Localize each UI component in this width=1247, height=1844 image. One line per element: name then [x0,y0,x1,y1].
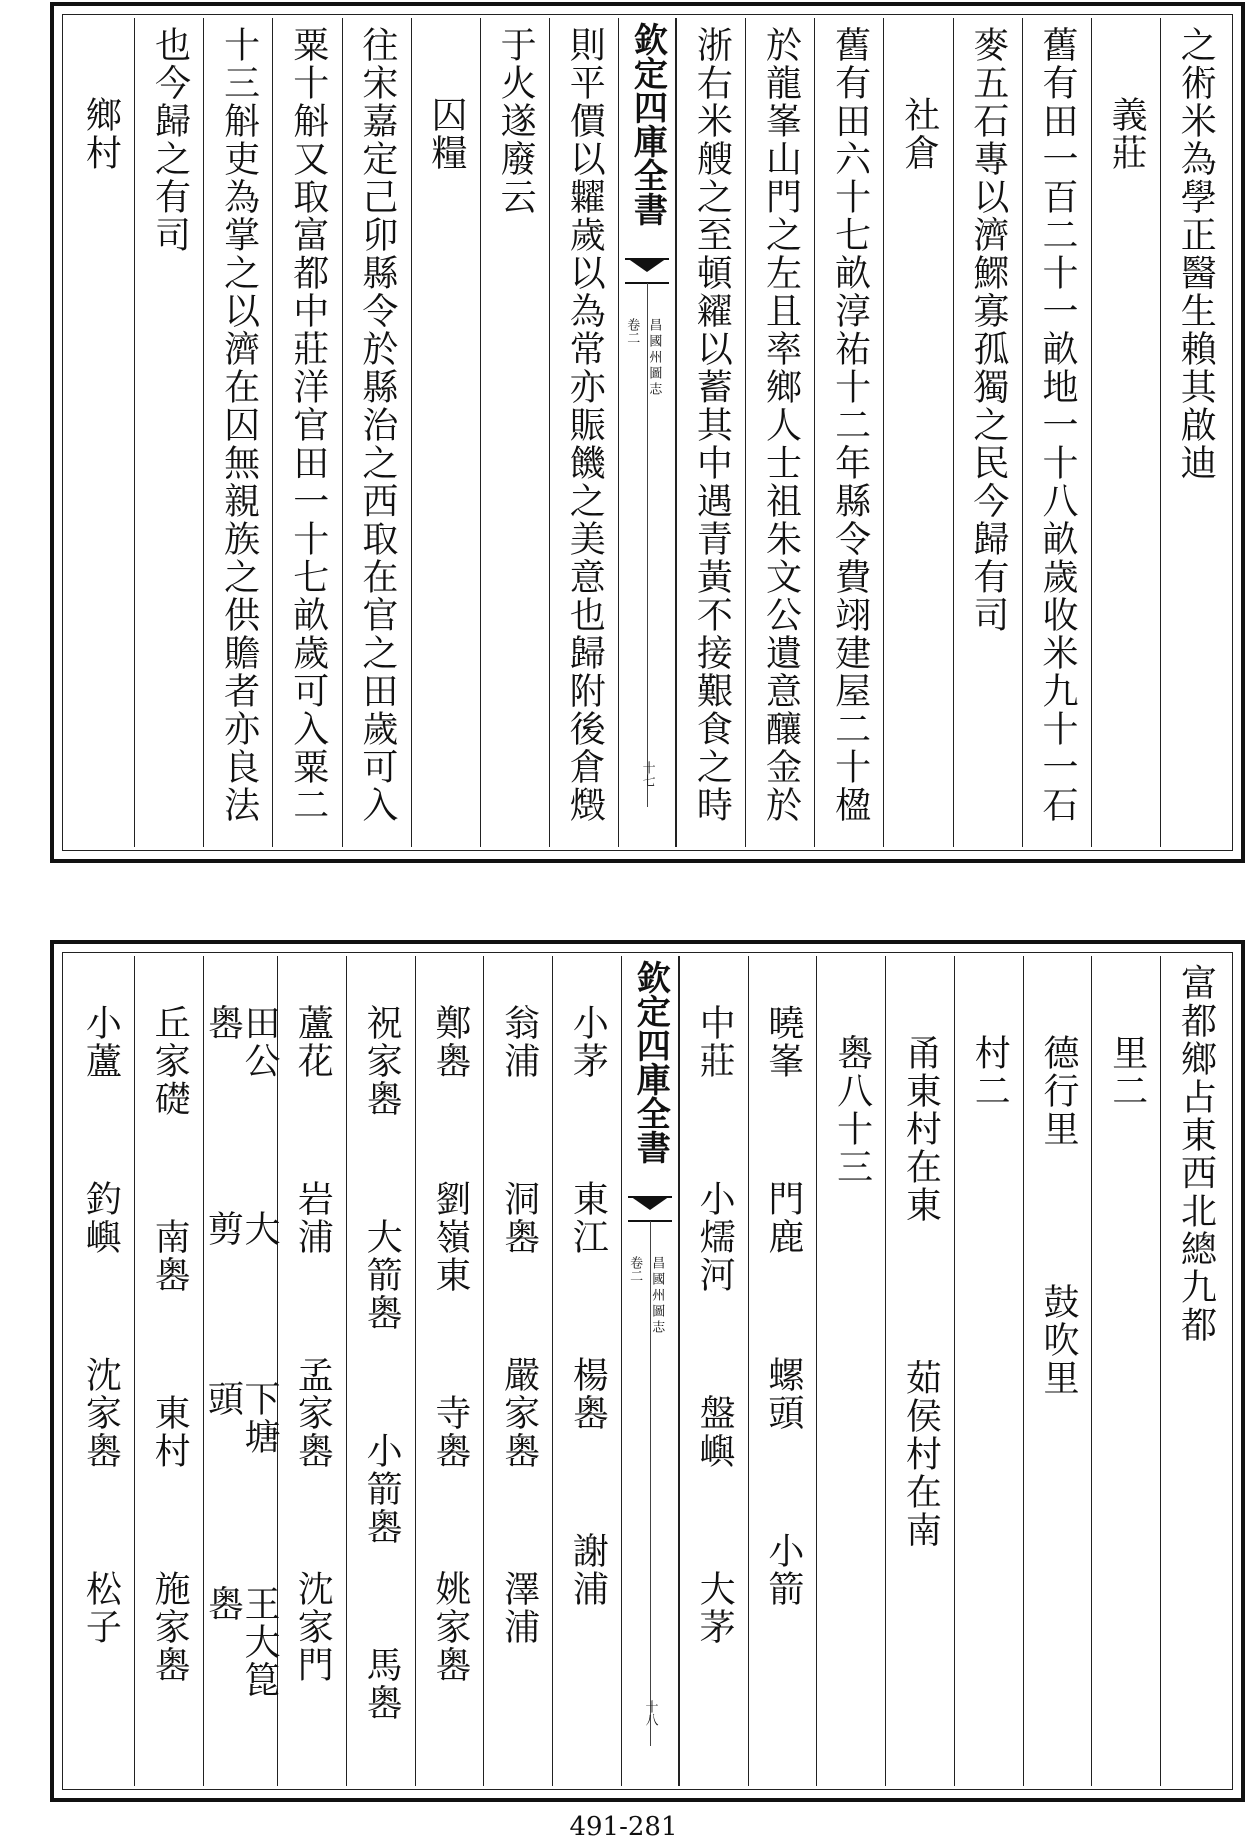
place-name: 姚家嶴 [429,1570,471,1684]
place-name: 馬嶴 [361,1646,403,1722]
place-name: 劉嶺東 [429,1180,471,1294]
place-name: 蘆花 [292,1004,334,1080]
place-name: 門鹿 [762,1180,804,1256]
banner-title: 欽定四庫全書 [627,22,668,226]
place-name: 嚴家嶴 [498,1356,540,1470]
upper-text-column [745,18,814,847]
place-name: 沈家門 [292,1570,334,1684]
heading-text: 鄉村 [80,96,122,172]
place-name: 楊嶴 [567,1356,609,1432]
column-text: 浙右米艘之至頓糴以蓄其中遇青黃不接艱食之時 [691,26,733,824]
place-name: 盤嶼 [694,1394,736,1470]
place-name: 小茅 [567,1004,609,1080]
column-text: 則平價以糶歲以為常亦賑饑之美意也歸附後倉燬 [564,26,606,824]
heading-text: 里二 [1106,1034,1148,1110]
banner-folio: 十八 [642,1700,658,1726]
upper-section-heading [883,18,952,847]
lower-list-column [483,956,552,1786]
upper-text-column [272,18,341,847]
banner-juan: 卷二 [627,1256,643,1282]
upper-text-column [1022,18,1091,847]
upper-text-column [203,18,272,847]
lower-list-column [277,956,346,1786]
place-name: 甬東村在東 [900,1034,942,1224]
banner-folio: 十七 [639,761,655,787]
banner-title: 欽定四庫全書 [630,960,671,1164]
fishtail-ornament-icon [625,258,669,284]
place-name: 中莊 [694,1004,736,1080]
lower-list-column [134,956,203,1786]
place-name: 東村 [149,1394,191,1470]
place-name: 東江 [567,1180,609,1256]
heading-text: 義莊 [1106,96,1148,172]
column-text: 十三斛吏為掌之以濟在囚無親族之供贍者亦良法 [218,26,260,824]
place-name: 鼓吹里 [1037,1283,1079,1397]
heading-text: 村二 [969,1034,1011,1110]
lower-list-column [1023,956,1092,1786]
upper-text-column [480,18,549,847]
lower-list-column [885,956,954,1786]
upper-page [50,2,1245,863]
upper-section-heading [1091,18,1160,847]
place-name: 王大箟嶴 [202,1585,281,1700]
place-name: 小蘆 [80,1004,122,1080]
place-name: 螺頭 [762,1356,804,1432]
place-name: 岩浦 [292,1180,334,1256]
heading-text: 社倉 [898,96,940,172]
upper-page-columns [66,18,1229,847]
column-text: 麥五石專以濟鰥寡孤獨之民今歸有司 [967,26,1009,634]
column-text: 于火遂廢云 [495,26,537,216]
column-text: 於龍峯山門之左且率鄉人士祖朱文公遺意釀金於 [760,26,802,824]
upper-text-column [814,18,883,847]
banner-subtitle: 昌國州圖志 [649,1256,665,1336]
upper-text-column [1160,18,1229,847]
lower-section-heading [954,956,1023,1786]
lower-section-heading [816,956,885,1786]
upper-text-column [342,18,411,847]
upper-section-heading [411,18,480,847]
place-name: 謝浦 [567,1532,609,1608]
lower-section-heading [1091,956,1160,1786]
lower-list-column [346,956,415,1786]
place-name: 小燸河 [694,1180,736,1294]
banner-juan: 卷二 [624,318,640,344]
place-name: 德行里 [1037,1034,1079,1148]
place-name: 孟家嶴 [292,1356,334,1470]
column-text: 富都鄉占東西北總九都 [1175,964,1217,1344]
column-text: 之術米為學正醫生賴其啟迪 [1175,26,1217,482]
column-text: 也今歸之有司 [149,26,191,254]
place-name: 松子 [80,1570,122,1646]
upper-section-heading [66,18,134,847]
place-name: 大茅 [694,1570,736,1646]
upper-text-column [134,18,203,847]
place-name: 大箭嶴 [361,1218,403,1332]
page-number: 491-281 [569,1812,678,1842]
column-text: 舊有田六十七畝淳祐十二年縣令費翊建屋二十楹 [829,26,871,824]
lower-list-column [202,956,281,1786]
column-text: 舊有田一百二十一畝地一十八畝歲收米九十一石 [1037,26,1079,824]
upper-text-column [676,18,745,847]
place-name: 洞嶴 [498,1180,540,1256]
place-name: 南嶴 [149,1218,191,1294]
lower-text-column [1160,956,1229,1786]
place-name: 小箭嶴 [361,1432,403,1546]
place-name: 施家嶴 [149,1570,191,1684]
upper-text-column [549,18,618,847]
place-name: 沈家嶴 [80,1356,122,1470]
place-name: 小箭 [762,1532,804,1608]
place-name: 祝家嶴 [361,1004,403,1118]
fishtail-ornament-icon [628,1196,672,1222]
column-text: 粟十斛又取富都中莊洋官田一十七畝歲可入粟二 [287,26,329,824]
place-name: 澤浦 [498,1570,540,1646]
place-name: 寺嶴 [429,1394,471,1470]
place-name: 下塘頭 [202,1379,281,1456]
lower-page-columns [66,956,1229,1786]
place-name: 丘家礎 [149,1004,191,1118]
lower-list-column [748,956,817,1786]
upper-text-column [953,18,1022,847]
lower-page [50,940,1245,1802]
place-name: 鄭嶴 [429,1004,471,1080]
place-name: 翁浦 [498,1004,540,1080]
place-name: 大剪 [202,1209,281,1248]
place-name: 田公嶴 [202,1004,281,1080]
lower-list-column [415,956,484,1786]
banner-subtitle: 昌國州圖志 [646,318,662,398]
heading-text: 囚糧 [426,96,468,172]
lower-list-column [679,956,748,1786]
heading-text: 嶴八十三 [831,1034,873,1186]
place-name: 曉峯 [762,1004,804,1080]
column-text: 往宋嘉定己卯縣令於縣治之西取在官之田歲可入 [356,26,398,824]
lower-center-banner [621,956,679,1786]
lower-list-column [66,956,134,1786]
place-name: 茹侯村在南 [900,1359,942,1549]
upper-center-banner [618,18,676,847]
place-name: 釣嶼 [80,1180,122,1256]
lower-list-column [552,956,621,1786]
